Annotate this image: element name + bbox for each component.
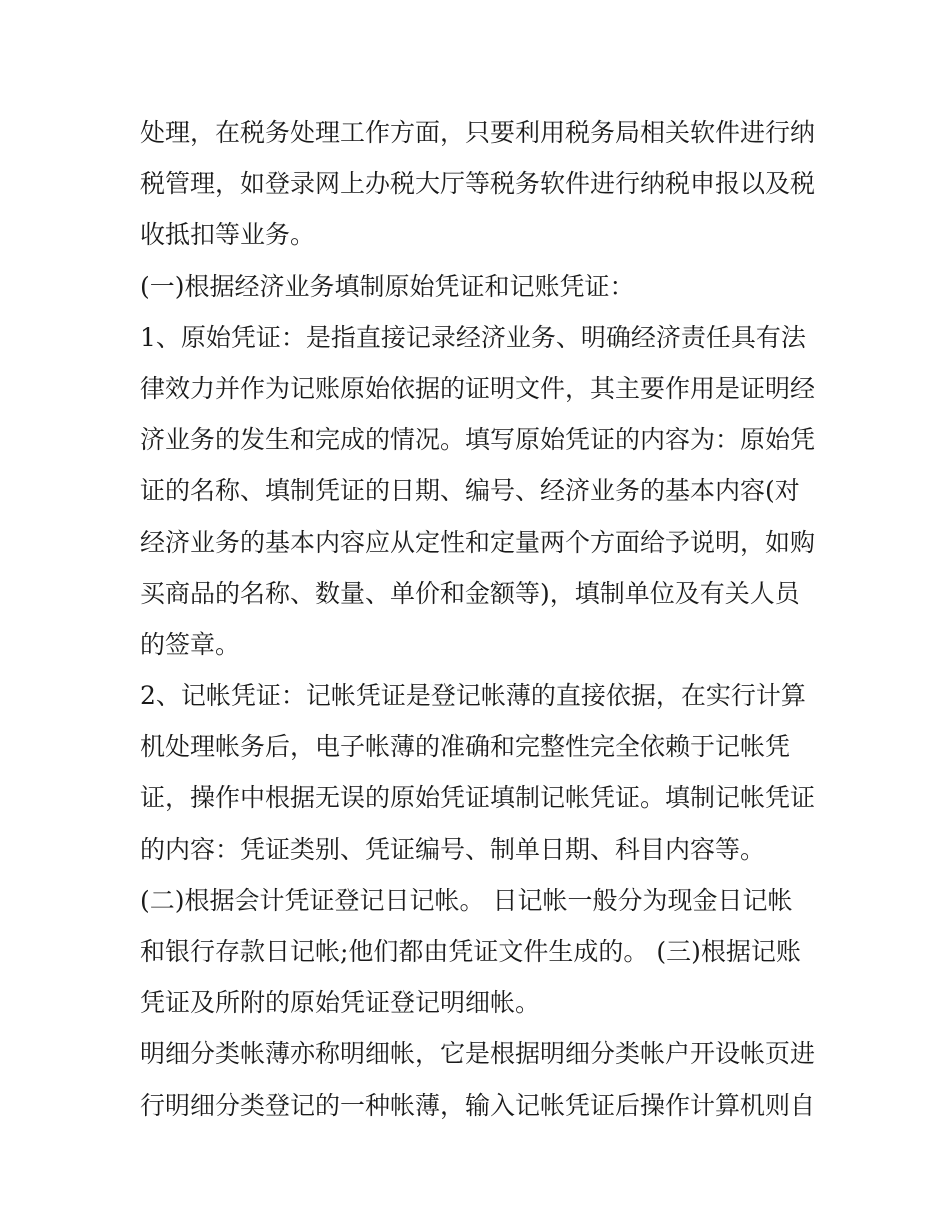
text-line: 律效力并作为记账原始依据的证明文件，其主要作用是证明经 [140,373,816,403]
text-line: 2、记帐凭证：记帐凭证是登记帐薄的直接依据，在实行计算 [140,681,806,711]
text-line: 处理，在税务处理工作方面，只要利用税务局相关软件进行纳 [140,118,816,147]
text-line: 行明细分类登记的一种帐薄，输入记帐凭证后操作计算机则自 [140,1090,816,1120]
body-text [140,107,815,1131]
section-heading-1: (一)根据经济业务填制原始凭证和记账凭证： [140,271,635,301]
text-line: 的内容：凭证类别、凭证编号、制单日期、科目内容等。 [140,834,766,864]
text-line: 的签章。 [140,629,241,659]
section-heading-2: (二)根据会计凭证登记日记帐。 日记帐一般分为现金日记帐 [140,885,793,915]
text-line: 证，操作中根据无误的原始凭证填制记帐凭证。填制记帐凭证 [140,783,816,813]
text-line: 买商品的名称、数量、单价和金额等)，填制单位及有关人员 [140,578,800,608]
text-line: 济业务的发生和完成的情况。填写原始凭证的内容为：原始凭 [140,425,816,455]
text-line: 明细分类帐薄亦称明细帐，它是根据明细分类帐户开设帐页进 [140,1039,816,1069]
text-line: 机处理帐务后，电子帐薄的准确和完整性完全依赖于记帐凭 [140,732,791,762]
text-line: 经济业务的基本内容应从定性和定量两个方面给予说明，如购 [140,527,816,557]
text-line: 1、原始凭证：是指直接记录经济业务、明确经济责任具有法 [140,322,806,352]
text-line: 税管理，如登录网上办税大厅等税务软件进行纳税申报以及税 [140,169,816,199]
text-line: 收抵扣等业务。 [140,220,316,250]
text-line: 凭证及所附的原始凭证登记明细帐。 [140,988,541,1018]
text-line: 和银行存款日记帐;他们都由凭证文件生成的。 (三)根据记账 [140,937,801,966]
text-line: 证的名称、填制凭证的日期、编号、经济业务的基本内容(对 [140,476,800,506]
